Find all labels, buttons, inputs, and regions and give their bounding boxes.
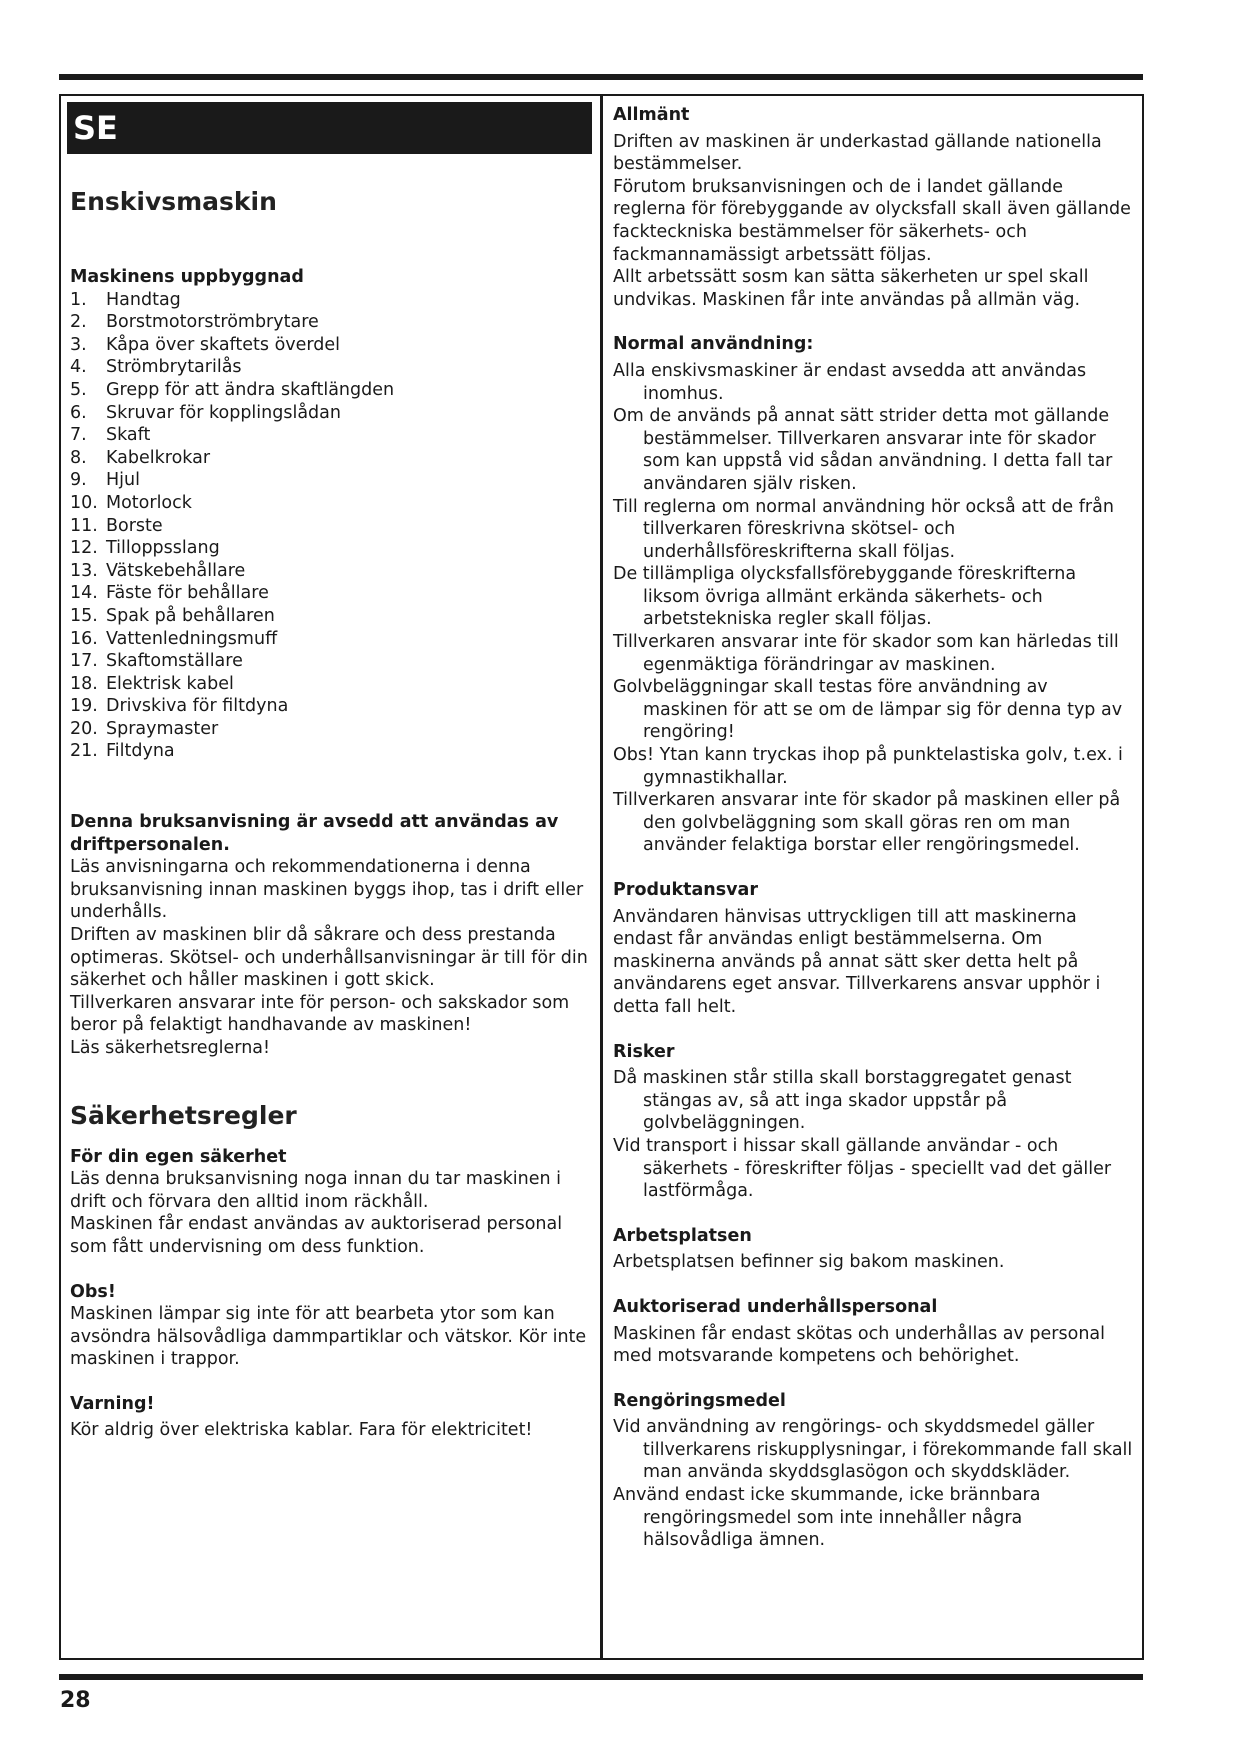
list-item [70,740,592,763]
list-item [70,447,592,470]
item-text: Borstmotorströmbrytare [106,312,319,333]
normal-use-para: Om de används på annat sätt strider detta mot gällande bestämmelser. Tillverkaren ansvarar inte för skador som kan uppstå vid sådan användning. I detta fall tar användaren själv risken. [613,406,1113,494]
list-item [70,560,592,583]
normal-use-para: De tillämpliga olycksfallsförebyggande föreskrifterna liksom övriga allmänt erkända säkerhets- och arbetstekniska regler skall följas. [613,564,1077,630]
item-text: Hjul [106,470,140,491]
normal-use-para: Tillverkaren ansvarar inte för skador på maskinen eller på den golvbeläggning som skall göras ren om man använder felaktiga borstar eller rengöringsmedel. [613,790,1121,856]
item-number: 4. [70,357,87,378]
item-text: Kåpa över skaftets överdel [106,334,341,355]
item-text: Tilloppsslang [106,538,220,559]
item-number: 2. [70,312,87,333]
list-item [70,673,592,696]
workplace-text: Arbetsplatsen befinner sig bakom maskinen. [613,1252,1005,1273]
page-title: Enskivsmaskin [70,187,277,216]
normal-use-para: Golvbeläggningar skall testas före användning av maskinen för att se om de lämpar sig för denna typ av rengöring! [613,677,1123,743]
list-item [70,424,592,447]
list-item [70,695,592,718]
list-item [70,537,592,560]
general-para: Driften av maskinen är underkastad gällande nationella bestämmelser. [613,131,1102,175]
list-item [70,582,592,605]
list-item [70,402,592,425]
list-item [70,515,592,538]
item-number: 13. [70,560,98,581]
intro-heading: Denna bruksanvisning är avsedd att användas av driftpersonalen. [70,812,559,855]
list-item [70,469,592,492]
item-text: Vätskebehållare [106,560,246,581]
cleaning-para: Vid användning av rengörings- och skyddsmedel gäller tillverkarens riskupplysningar, i förekommande fall skall man använda skyddsglasögon och skyddskläder. [613,1417,1133,1483]
list-item [70,605,592,628]
item-number: 18. [70,673,98,694]
list-item [70,379,592,402]
item-number: 21. [70,741,98,762]
item-text: Drivskiva för filtdyna [106,696,289,717]
item-text: Borste [106,515,163,536]
item-text: Kabelkrokar [106,447,211,468]
item-number: 11. [70,515,98,536]
item-number: 8. [70,447,87,468]
risks-para: Då maskinen står stilla skall borstaggregatet genast stängas av, så att inga skador uppstår på golvbeläggningen. [613,1068,1072,1134]
item-number: 1. [70,289,87,310]
left-column [70,102,592,1441]
parts-list [70,289,592,763]
own-safety-heading: För din egen säkerhet [70,1146,287,1167]
item-text: Skaft [106,425,151,446]
language-badge: SE [67,102,592,154]
staff-heading: Auktoriserad underhållspersonal [613,1296,938,1317]
item-number: 15. [70,605,98,626]
warning-heading: Varning! [70,1393,155,1414]
normal-use-para: Till reglerna om normal användning hör också att de från tillverkaren föreskrivna skötsel- och underhållsföreskrifterna skall följas. [613,496,1114,562]
item-number: 20. [70,718,98,739]
cleaning-para: Använd endast icke skummande, icke brännbara rengöringsmedel som inte innehåller några hälsovådliga ämnen. [613,1485,1041,1551]
item-text: Strömbrytarilås [106,357,242,378]
item-text: Skaftomställare [106,651,243,672]
item-text: Skruvar för kopplingslådan [106,402,341,423]
obs-text: Maskinen lämpar sig inte för att bearbeta ytor som kan avsöndra hälsovådliga dammpartiklar och vätskor. Kör inte maskinen i trappor. [70,1304,587,1370]
list-item [70,311,592,334]
list-item [70,650,592,673]
item-number: 17. [70,651,98,672]
general-para: Förutom bruksanvisningen och de i landet gällande reglerna för förebyggande av olycksfall skall även gällande fackteckniska bestämmelser för säkerhets- och fackmannamässigt arbetssätt följas. [613,176,1131,265]
item-text: Elektrisk kabel [106,673,234,694]
item-text: Fäste för behållare [106,583,269,604]
workplace-heading: Arbetsplatsen [613,1225,752,1246]
item-number: 12. [70,538,98,559]
list-item [70,628,592,651]
column-divider [600,94,603,1660]
right-column [613,104,1133,1552]
item-number: 9. [70,470,87,491]
item-number: 3. [70,334,87,355]
liability-text: Användaren hänvisas uttryckligen till att maskinerna endast får användas enligt bestämmelserna. Om maskinerna används på annat sätt sker detta helt på användarens eget ansvar. Tillverkarens ansvar upphör i detta fall helt. [613,906,1101,1017]
page-number: 28 [60,1688,91,1713]
warning-text: Kör aldrig över elektriska kablar. Fara för elektricitet! [70,1419,533,1440]
list-item [70,356,592,379]
own-safety-text: Läs denna bruksanvisning noga innan du tar maskinen i drift och förvara den alltid inom räckhåll. Maskinen får endast användas av auktoriserad personal som fått undervisning om dess funktion. [70,1169,563,1257]
normal-use-para: Tillverkaren ansvarar inte för skador som kan härledas till egenmäktiga förändringar av maskinen. [613,632,1119,675]
item-number: 10. [70,492,98,513]
obs-heading: Obs! [70,1281,116,1302]
safety-title: Säkerhetsregler [70,1100,297,1130]
item-text: Grepp för att ändra skaftlängden [106,379,395,400]
item-number: 16. [70,628,98,649]
item-text: Spraymaster [106,718,219,739]
normal-use-para: Alla enskivsmaskiner är endast avsedda att användas inomhus. [613,360,1087,404]
staff-text: Maskinen får endast skötas och underhållas av personal med motsvarande kompetens och behörighet. [613,1323,1106,1367]
item-number: 6. [70,402,87,423]
general-para: Allt arbetssätt sosm kan sätta säkerheten ur spel skall undvikas. Maskinen får inte användas på allmän väg. [613,267,1089,310]
top-rule [59,74,1143,80]
list-item [70,718,592,741]
cleaning-heading: Rengöringsmedel [613,1390,786,1411]
intro-text: Läs anvisningarna och rekommendationerna i denna bruksanvisning innan maskinen byggs ihop, tas i drift eller underhålls. Driften av maskinen blir då såkrare och dess prestanda optimeras. Skötsel- och underhållsanvisningar är till för din säkerhet och håller maskinen i gott skick. Tillverkaren ansvarar inte för person- och sakskador som beror på felaktigt handhavande av maskinen! Läs säkerhetsreglerna! [70,857,588,1058]
item-text: Spak på behållaren [106,605,275,626]
liability-heading: Produktansvar [613,880,758,900]
item-number: 5. [70,379,87,400]
parts-heading: Maskinens uppbyggnad [70,267,304,287]
item-text: Filtdyna [106,741,175,762]
item-text: Vattenledningsmuff [106,628,278,649]
list-item [70,289,592,312]
item-number: 14. [70,583,98,604]
list-item [70,492,592,515]
list-item [70,334,592,357]
general-heading: Allmänt [613,105,690,125]
item-number: 19. [70,696,98,717]
bottom-rule [59,1674,1143,1680]
risks-heading: Risker [613,1041,675,1062]
item-text: Handtag [106,289,181,310]
item-text: Motorlock [106,492,192,513]
normal-use-para: Obs! Ytan kann tryckas ihop på punktelastiska golv, t.ex. i gymnastikhallar. [613,745,1123,788]
item-number: 7. [70,425,87,446]
normal-use-heading: Normal användning: [613,334,814,355]
risks-para: Vid transport i hissar skall gällande användar - och säkerhets - föreskrifter följas - speciellt vad det gäller lastförmåga. [613,1135,1112,1202]
